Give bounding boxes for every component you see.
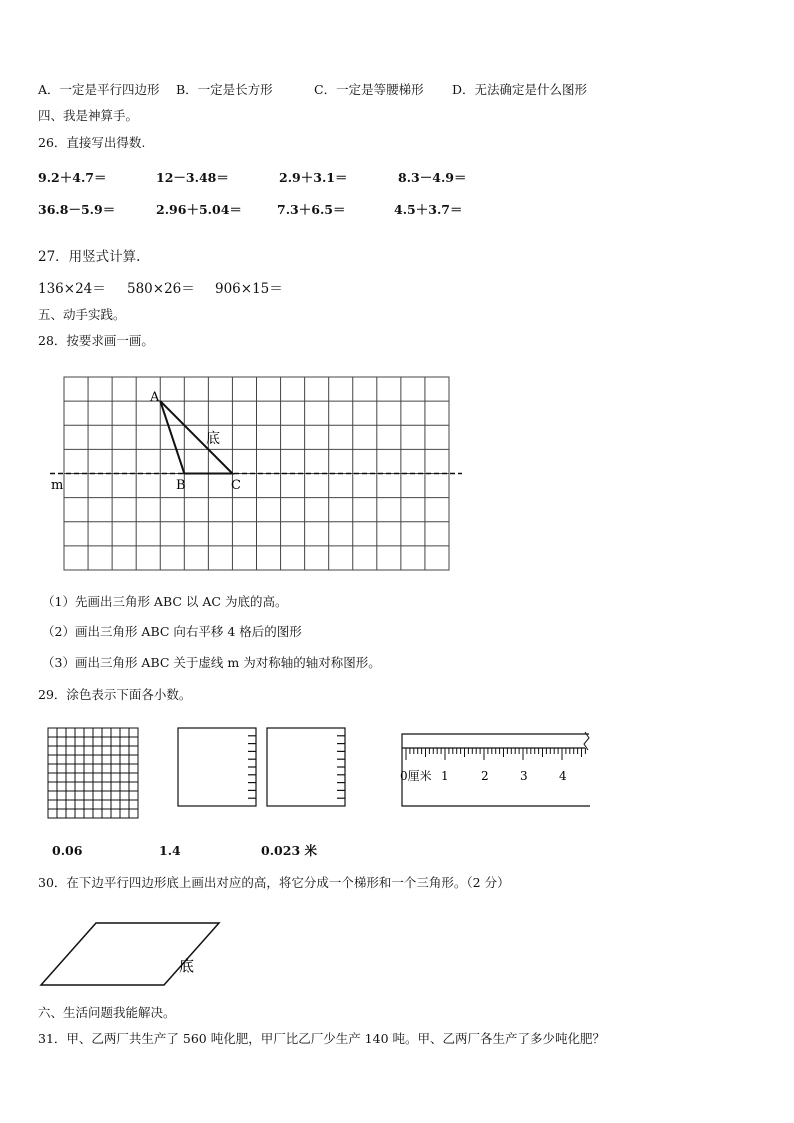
ruler-tick-label: 4	[559, 769, 567, 783]
q25-option-d: D．无法确定是什么图形	[452, 82, 588, 97]
q25-option-c: C．一定是等腰梯形	[314, 82, 424, 97]
q26-item: 12－3.48＝	[156, 170, 229, 185]
label-c: C	[231, 478, 241, 493]
q29-title: 29．涂色表示下面各小数。	[38, 687, 192, 702]
tenths-square-2	[267, 728, 345, 806]
ruler-tick-label: 1	[441, 769, 449, 783]
q29-figures	[40, 720, 600, 820]
q28-task: （1）先画出三角形 ABC 以 AC 为底的高。	[42, 594, 288, 609]
q30-title: 30．在下边平行四边形底上画出对应的高，将它分成一个梯形和一个三角形。（2 分）	[38, 875, 510, 890]
tenths-square-1	[178, 728, 256, 806]
ruler-tick-label: 2	[481, 769, 489, 783]
triangle-abc	[160, 401, 232, 473]
q26-item: 4.5＋3.7＝	[394, 202, 463, 217]
q26-item: 9.2＋4.7＝	[38, 170, 107, 185]
label-b: B	[176, 478, 186, 493]
q28-task: （2）画出三角形 ABC 向右平移 4 格后的图形	[42, 624, 302, 639]
q29-value: 0.023 米	[261, 843, 317, 858]
q25-option-b: B．一定是长方形	[176, 82, 273, 97]
hundred-grid	[48, 728, 138, 818]
q26-item: 2.96＋5.04＝	[156, 202, 242, 217]
label-base: 底	[206, 431, 220, 447]
q30-parallelogram	[36, 915, 226, 995]
q26-item: 7.3＋6.5＝	[277, 202, 346, 217]
q27-item: 580×26＝	[127, 281, 195, 297]
q29-value: 0.06	[52, 843, 83, 858]
q31-text: 31．甲、乙两厂共生产了 560 吨化肥，甲厂比乙厂少生产 140 吨。甲、乙两厂各生产了多少吨化肥？	[38, 1031, 606, 1046]
label-base: 底	[179, 957, 195, 975]
q26-item: 36.8－5.9＝	[38, 202, 116, 217]
q27-item: 136×24＝	[38, 281, 106, 297]
section-5-heading: 五、动手实践。	[38, 307, 126, 322]
q28-grid-figure	[40, 368, 470, 578]
ruler-ticks	[406, 748, 585, 760]
q28-task: （3）画出三角形 ABC 关于虚线 m 为对称轴的轴对称图形。	[42, 655, 381, 670]
q26-item: 2.9＋3.1＝	[279, 170, 348, 185]
label-m: m	[51, 478, 64, 493]
q25-option-a: A．一定是平行四边形	[38, 82, 160, 97]
section-6-heading: 六、生活问题我能解决。	[38, 1005, 176, 1020]
q27-title: 27．用竖式计算.	[38, 249, 141, 265]
q26-item: 8.3－4.9＝	[398, 170, 467, 185]
ruler-tick-label: 3	[520, 769, 528, 783]
section-4-heading: 四、我是神算手。	[38, 108, 139, 123]
q26-title: 26．直接写出得数.	[38, 135, 146, 150]
q29-value: 1.4	[159, 843, 181, 858]
label-a: A	[150, 390, 160, 405]
q27-item: 906×15＝	[215, 281, 283, 297]
ruler-zero-label: 0厘米	[400, 769, 432, 783]
q28-title: 28．按要求画一画。	[38, 333, 154, 348]
